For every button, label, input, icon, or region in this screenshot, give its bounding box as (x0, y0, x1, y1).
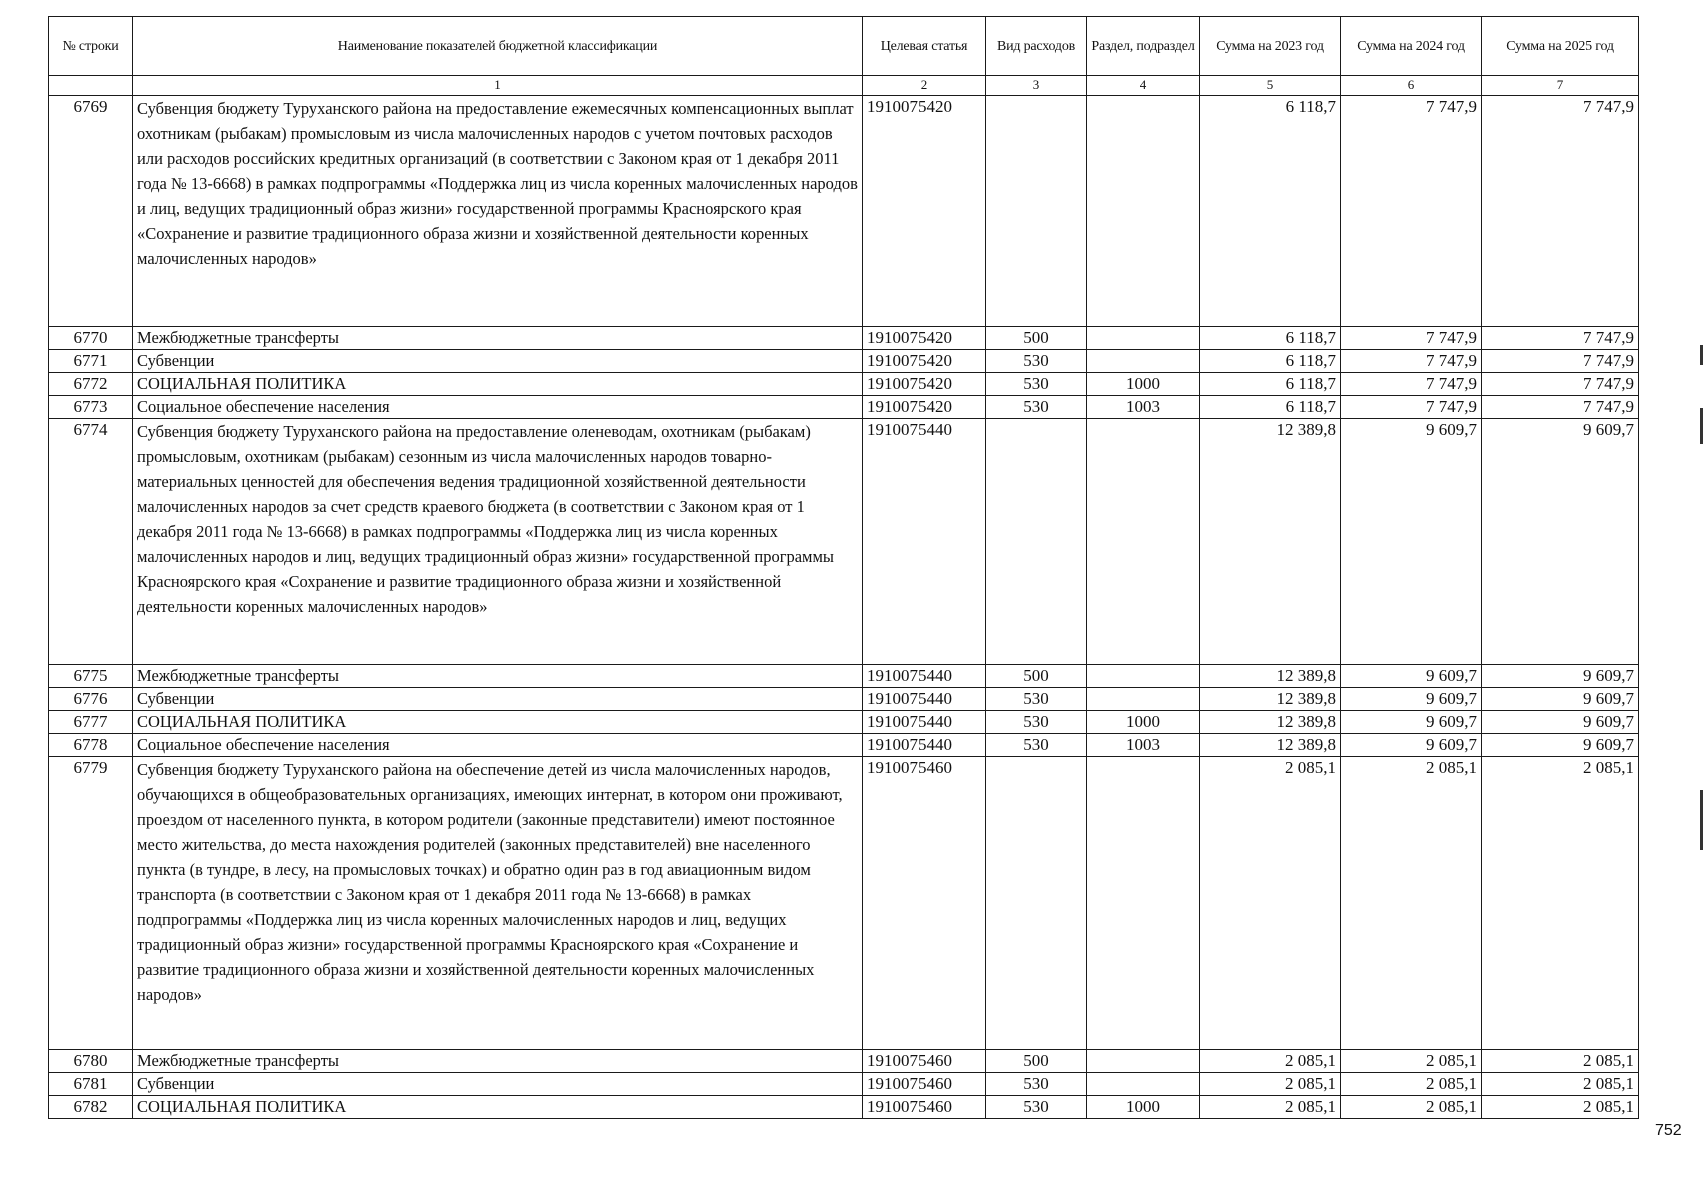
row-target-item: 1910075420 (863, 96, 986, 327)
scan-edge-mark (1700, 408, 1703, 444)
row-sum-2025: 2 085,1 (1482, 1096, 1639, 1119)
row-section (1087, 419, 1200, 665)
row-section: 1003 (1087, 396, 1200, 419)
row-number: 6779 (49, 757, 133, 1050)
row-sum-2024: 9 609,7 (1341, 419, 1482, 665)
row-sum-2024: 7 747,9 (1341, 96, 1482, 327)
row-number: 6770 (49, 327, 133, 350)
table-row (49, 1050, 1639, 1073)
table-row (49, 396, 1639, 419)
row-sum-2023: 6 118,7 (1200, 373, 1341, 396)
table-row (49, 1073, 1639, 1096)
row-target-item: 1910075420 (863, 396, 986, 419)
row-sum-2025: 7 747,9 (1482, 327, 1639, 350)
row-sum-2023: 6 118,7 (1200, 350, 1341, 373)
row-name: Субвенция бюджету Туруханского района на обеспечение детей из числа малочисленных народов, обучающихся в общеобразовательных организациях, имеющих интернат, в котором они проживают, проездом от населенного пункта, в котором родители (законные представители) имеют постоянное место жительства, до места нахождения родителей (законных представителей) вне населенного пункта (в тундре, в лесу, на промысловых точках) и обратно один раз в год авиационным видом транспорта (в соответствии с Законом края от 1 декабря 2011 года № 13-6668) в рамках подпрограммы «Поддержка лиц из числа коренных малочисленных народов и лиц, ведущих традиционный образ жизни» государственной программы Красноярского края «Сохранение и развитие традиционного образа жизни и хозяйственной деятельности коренных малочисленных народов» (133, 757, 863, 1050)
header-sum-2023: Сумма на 2023 год (1200, 17, 1341, 76)
row-target-item: 1910075420 (863, 327, 986, 350)
row-sum-2025: 7 747,9 (1482, 96, 1639, 327)
row-section (1087, 1073, 1200, 1096)
row-sum-2025: 9 609,7 (1482, 711, 1639, 734)
row-sum-2023: 12 389,8 (1200, 711, 1341, 734)
row-expense-type (986, 96, 1087, 327)
table-row (49, 327, 1639, 350)
row-number: 6778 (49, 734, 133, 757)
row-name: Субвенции (133, 1073, 863, 1096)
table-row (49, 688, 1639, 711)
row-number: 6777 (49, 711, 133, 734)
row-target-item: 1910075440 (863, 419, 986, 665)
row-target-item: 1910075440 (863, 711, 986, 734)
row-sum-2023: 2 085,1 (1200, 757, 1341, 1050)
table-row (49, 734, 1639, 757)
table-row (49, 1096, 1639, 1119)
row-section (1087, 665, 1200, 688)
header-row-no: № строки (49, 17, 133, 76)
row-expense-type: 530 (986, 396, 1087, 419)
row-target-item: 1910075460 (863, 1050, 986, 1073)
header-expense-type: Вид расходов (986, 17, 1087, 76)
row-expense-type: 500 (986, 665, 1087, 688)
row-sum-2023: 6 118,7 (1200, 327, 1341, 350)
row-section (1087, 1050, 1200, 1073)
budget-table (48, 16, 1639, 1119)
row-expense-type: 530 (986, 1073, 1087, 1096)
row-number: 6774 (49, 419, 133, 665)
header-section: Раздел, подраздел (1087, 17, 1200, 76)
table-row (49, 665, 1639, 688)
row-number: 6772 (49, 373, 133, 396)
row-sum-2025: 7 747,9 (1482, 396, 1639, 419)
row-sum-2025: 7 747,9 (1482, 350, 1639, 373)
row-sum-2024: 2 085,1 (1341, 757, 1482, 1050)
column-index (49, 76, 133, 96)
row-number: 6782 (49, 1096, 133, 1119)
row-sum-2024: 9 609,7 (1341, 688, 1482, 711)
table-row (49, 757, 1639, 1050)
row-expense-type: 530 (986, 350, 1087, 373)
row-expense-type: 530 (986, 734, 1087, 757)
row-target-item: 1910075460 (863, 1073, 986, 1096)
row-target-item: 1910075440 (863, 665, 986, 688)
row-section (1087, 757, 1200, 1050)
row-sum-2025: 7 747,9 (1482, 373, 1639, 396)
row-section: 1000 (1087, 1096, 1200, 1119)
table-row (49, 373, 1639, 396)
table-header-row (49, 17, 1639, 76)
row-target-item: 1910075420 (863, 373, 986, 396)
row-sum-2024: 7 747,9 (1341, 396, 1482, 419)
row-name: СОЦИАЛЬНАЯ ПОЛИТИКА (133, 711, 863, 734)
row-sum-2023: 12 389,8 (1200, 688, 1341, 711)
column-index: 2 (863, 76, 986, 96)
row-expense-type: 500 (986, 327, 1087, 350)
budget-document (48, 16, 1638, 1119)
row-number: 6771 (49, 350, 133, 373)
table-row (49, 711, 1639, 734)
row-section: 1003 (1087, 734, 1200, 757)
row-sum-2023: 2 085,1 (1200, 1050, 1341, 1073)
row-section (1087, 350, 1200, 373)
row-section (1087, 96, 1200, 327)
row-number: 6773 (49, 396, 133, 419)
row-sum-2023: 12 389,8 (1200, 419, 1341, 665)
row-number: 6775 (49, 665, 133, 688)
page-number: 752 (1655, 1122, 1682, 1139)
row-name: Субвенции (133, 350, 863, 373)
row-sum-2024: 7 747,9 (1341, 350, 1482, 373)
row-sum-2024: 9 609,7 (1341, 665, 1482, 688)
row-expense-type (986, 419, 1087, 665)
row-sum-2023: 2 085,1 (1200, 1073, 1341, 1096)
row-expense-type: 530 (986, 688, 1087, 711)
row-section (1087, 688, 1200, 711)
row-sum-2023: 12 389,8 (1200, 665, 1341, 688)
row-sum-2024: 7 747,9 (1341, 327, 1482, 350)
row-name: Межбюджетные трансферты (133, 1050, 863, 1073)
column-index: 5 (1200, 76, 1341, 96)
row-sum-2025: 2 085,1 (1482, 757, 1639, 1050)
row-sum-2024: 9 609,7 (1341, 734, 1482, 757)
row-expense-type: 530 (986, 1096, 1087, 1119)
column-index: 3 (986, 76, 1087, 96)
row-name: Субвенция бюджету Туруханского района на предоставление оленеводам, охотникам (рыбакам) промысловым, охотникам (рыбакам) сезонным из числа малочисленных народов товарно-материальных ценностей для обеспечения ведения традиционной хозяйственной деятельности малочисленных народов за счет средств краевого бюджета (в соответствии с Законом края от 1 декабря 2011 года № 13-6668) в рамках подпрограммы «Поддержка лиц из числа коренных малочисленных народов и лиц, ведущих традиционный образ жизни» государственной программы Красноярского края «Сохранение и развитие традиционного образа жизни и хозяйственной деятельности коренных малочисленных народов» (133, 419, 863, 665)
row-expense-type: 530 (986, 711, 1087, 734)
table-row (49, 419, 1639, 665)
column-index: 4 (1087, 76, 1200, 96)
row-expense-type: 500 (986, 1050, 1087, 1073)
row-target-item: 1910075440 (863, 688, 986, 711)
row-number: 6769 (49, 96, 133, 327)
row-name: Социальное обеспечение населения (133, 734, 863, 757)
row-target-item: 1910075460 (863, 757, 986, 1050)
row-name: Субвенции (133, 688, 863, 711)
row-sum-2024: 2 085,1 (1341, 1096, 1482, 1119)
row-section (1087, 327, 1200, 350)
column-index-row (49, 76, 1639, 96)
row-sum-2024: 9 609,7 (1341, 711, 1482, 734)
scan-edge-mark (1700, 345, 1703, 365)
column-index: 7 (1482, 76, 1639, 96)
column-index: 6 (1341, 76, 1482, 96)
row-target-item: 1910075420 (863, 350, 986, 373)
row-sum-2023: 2 085,1 (1200, 1096, 1341, 1119)
table-row (49, 350, 1639, 373)
row-name: Социальное обеспечение населения (133, 396, 863, 419)
row-expense-type: 530 (986, 373, 1087, 396)
header-target-item: Целевая статья (863, 17, 986, 76)
row-sum-2023: 12 389,8 (1200, 734, 1341, 757)
row-name: СОЦИАЛЬНАЯ ПОЛИТИКА (133, 373, 863, 396)
row-target-item: 1910075460 (863, 1096, 986, 1119)
scan-edge-mark (1700, 790, 1703, 850)
row-sum-2025: 9 609,7 (1482, 734, 1639, 757)
row-sum-2025: 9 609,7 (1482, 665, 1639, 688)
row-sum-2023: 6 118,7 (1200, 396, 1341, 419)
row-sum-2025: 9 609,7 (1482, 419, 1639, 665)
row-target-item: 1910075440 (863, 734, 986, 757)
row-name: СОЦИАЛЬНАЯ ПОЛИТИКА (133, 1096, 863, 1119)
row-name: Межбюджетные трансферты (133, 327, 863, 350)
header-sum-2025: Сумма на 2025 год (1482, 17, 1639, 76)
row-number: 6781 (49, 1073, 133, 1096)
row-name: Межбюджетные трансферты (133, 665, 863, 688)
row-sum-2024: 2 085,1 (1341, 1050, 1482, 1073)
row-number: 6780 (49, 1050, 133, 1073)
header-name: Наименование показателей бюджетной классификации (133, 17, 863, 76)
row-sum-2025: 2 085,1 (1482, 1050, 1639, 1073)
column-index: 1 (133, 76, 863, 96)
row-section: 1000 (1087, 373, 1200, 396)
row-section: 1000 (1087, 711, 1200, 734)
row-number: 6776 (49, 688, 133, 711)
row-sum-2024: 7 747,9 (1341, 373, 1482, 396)
row-sum-2024: 2 085,1 (1341, 1073, 1482, 1096)
row-sum-2023: 6 118,7 (1200, 96, 1341, 327)
row-name: Субвенция бюджету Туруханского района на предоставление ежемесячных компенсационных выплат охотникам (рыбакам) промысловым из числа малочисленных народов с учетом почтовых расходов или расходов российских кредитных организаций (в соответствии с Законом края от 1 декабря 2011 года № 13-6668) в рамках подпрограммы «Поддержка лиц из числа коренных малочисленных народов и лиц, ведущих традиционный образ жизни» государственной программы Красноярского края «Сохранение и развитие традиционного образа жизни и хозяйственной деятельности коренных малочисленных народов» (133, 96, 863, 327)
row-sum-2025: 9 609,7 (1482, 688, 1639, 711)
row-sum-2025: 2 085,1 (1482, 1073, 1639, 1096)
header-sum-2024: Сумма на 2024 год (1341, 17, 1482, 76)
row-expense-type (986, 757, 1087, 1050)
table-row (49, 96, 1639, 327)
